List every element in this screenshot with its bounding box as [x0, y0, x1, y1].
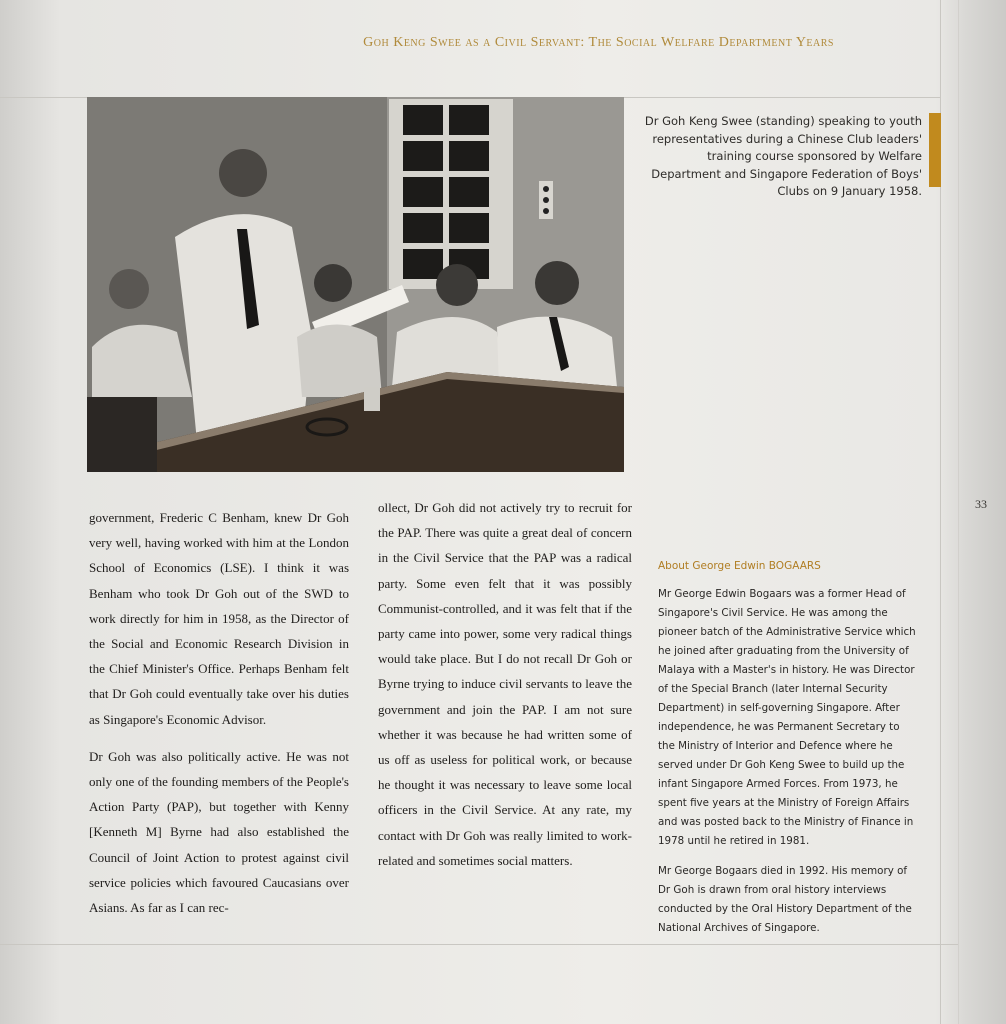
- page-edge-rule: [958, 0, 959, 1024]
- sidebar-paragraph: Mr George Bogaars died in 1992. His memory of Dr Goh is drawn from oral history interviews conducted by the Oral History Department of the National Archives of Singapore.: [658, 865, 912, 934]
- sidebar-paragraph: Mr George Edwin Bogaars was a former Head of Singapore's Civil Service. He was among the pioneer batch of the Administrative Service which he joined after graduating from the University of Malaya with a Master's in history. He was Director of the Special Branch (later Internal Security Department) in self-governing Singapore. After independence, he was Permanent Secretary to the Ministry of Interior and Defence where he served under Dr Goh Keng Swee to build up the infant Singapore Armed Forces. From 1973, he spent five years at the Ministry of Foreign Affairs and was posted back to the Ministry of Finance in 1978 until he retired in 1981.: [658, 588, 916, 847]
- about-sidebar: [658, 557, 916, 949]
- photo-caption: Dr Goh Keng Swee (standing) speaking to youth representatives during a Chinese Club leaders' training course sponsored by Welfare Department and Singapore Federation of Boys' Clubs on 9 January 1958.: [644, 114, 922, 198]
- body-column-2: [378, 495, 632, 885]
- body-column-1: [89, 505, 349, 932]
- sidebar-title: About George Edwin BOGAARS: [658, 560, 821, 572]
- photo-illustration: [87, 97, 624, 472]
- page-header: [0, 0, 940, 98]
- body-paragraph: ollect, Dr Goh did not actively try to recruit for the PAP. There was quite a great deal of concern in the Civil Service that the PAP was a radical party. Some even felt that it was possibly Communist-controlled, and it was felt that if the party came into power, some very radical things would take place. But I do not recall Dr Goh or Byrne trying to induce civil servants to leave the government and join the PAP. I am not sure whether it was because he had written some of us off as useless for political work, or because he thought it was necessary to leave some local officers in the Civil Service. At any rate, my contact with Dr Goh was really limited to work-related and sometimes social matters.: [378, 500, 632, 868]
- page-number: 33: [975, 497, 987, 511]
- caption-accent-bar: [929, 113, 941, 187]
- body-paragraph: government, Frederic C Benham, knew Dr Goh very well, having worked with him at the London School of Economics (LSE). I think it was Benham who took Dr Goh out of the SWD to work directly for him in 1958, as the Director of the Social and Economic Research Division in the Chief Minister's Office. Perhaps Benham felt that Dr Goh could eventually take over his duties as Singapore's Economic Advisor.: [89, 510, 349, 727]
- running-head: Goh Keng Swee as a Civil Servant: The Social Welfare Department Years: [363, 35, 834, 50]
- body-paragraph: Dr Goh was also politically active. He was not only one of the founding members of the People's Action Party (PAP), but together with Kenny [Kenneth M] Byrne had also established the Council of Joint Action to protest against civil service policies which favoured Caucasians over Asians. As far as I can rec-: [89, 748, 349, 916]
- archival-photograph: [87, 97, 624, 472]
